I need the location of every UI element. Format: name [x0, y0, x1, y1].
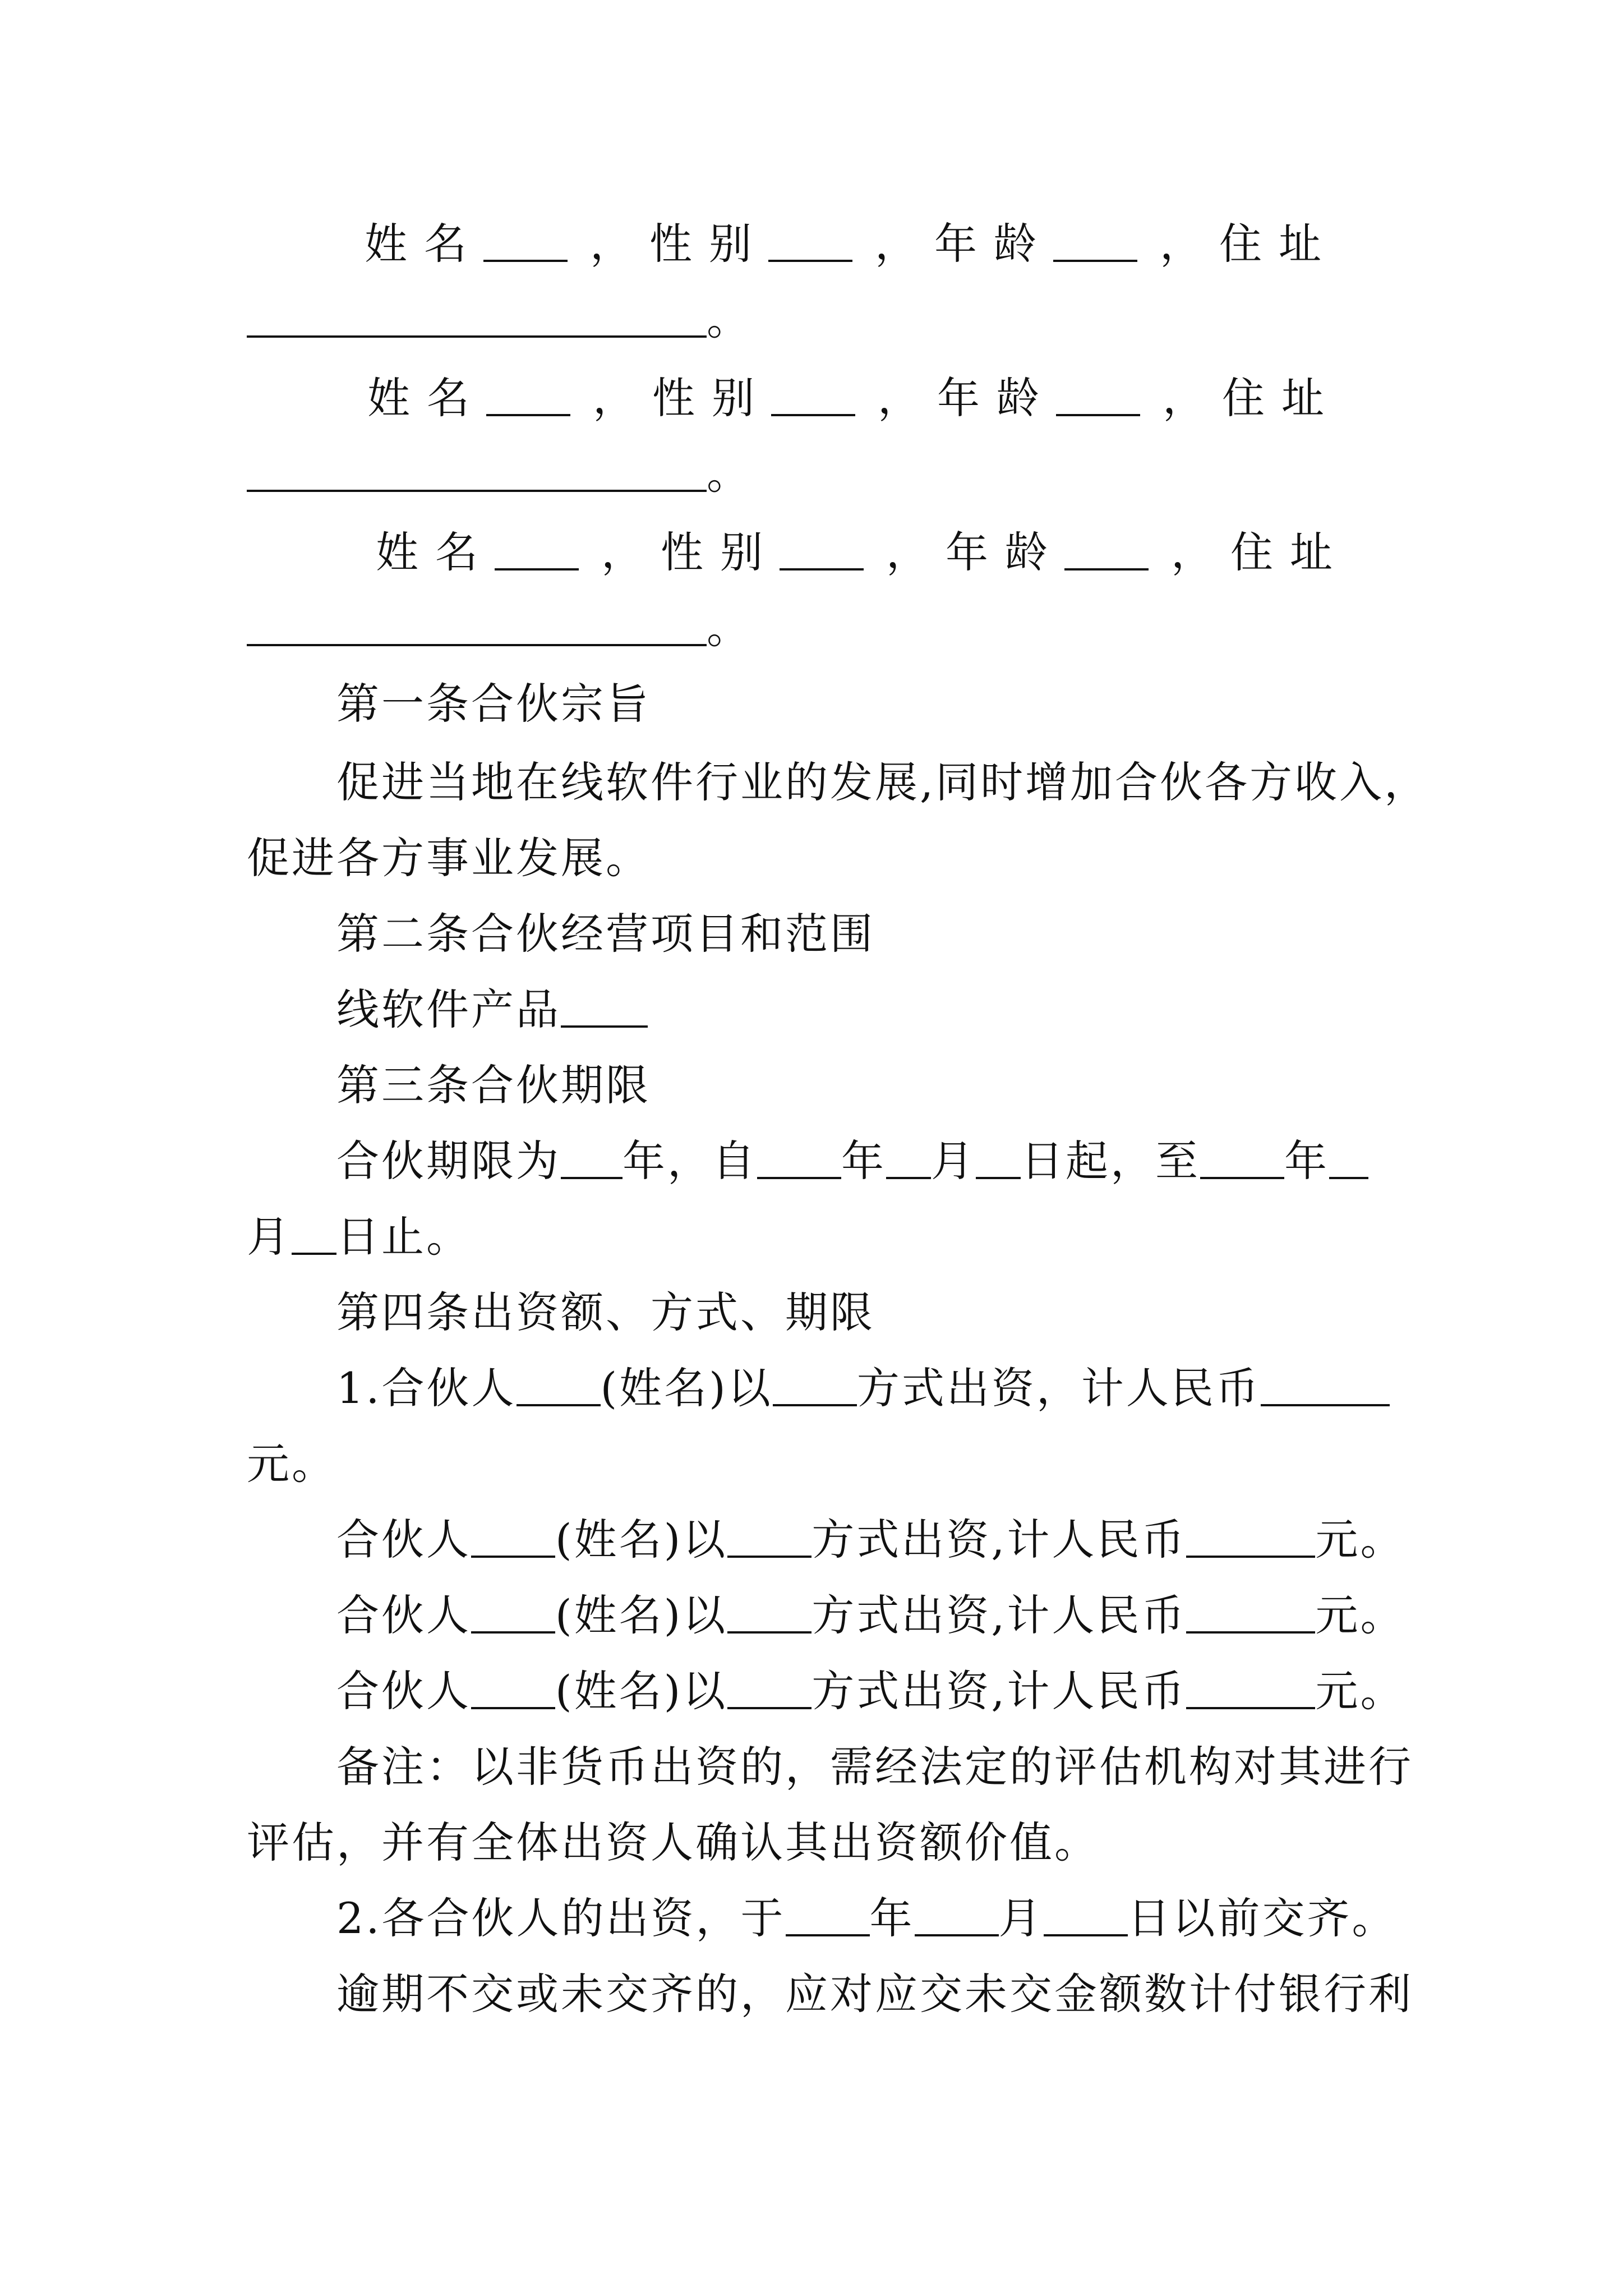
end-month-blank[interactable]: [1329, 1133, 1368, 1179]
address-blank[interactable]: [247, 600, 707, 646]
article-3-text-cont: 月 日止。: [247, 1209, 471, 1265]
years-blank[interactable]: [561, 1133, 623, 1179]
article-1-text-cont: 促进各方事业发展。: [247, 833, 651, 883]
age-blank[interactable]: [1053, 216, 1137, 262]
partner-name-blank[interactable]: [517, 1360, 601, 1406]
gender-blank[interactable]: [768, 216, 852, 262]
contribution-amount-blank[interactable]: [1186, 1512, 1315, 1558]
party-2-address-line: 。: [247, 446, 751, 502]
contribution-amount-blank[interactable]: [1186, 1588, 1315, 1634]
contribution-method-blank[interactable]: [773, 1360, 857, 1406]
article-2-title: 第二条合伙经营项目和范围: [336, 909, 875, 959]
contribution-amount-blank[interactable]: [1261, 1360, 1390, 1406]
article-4-partner-row: 合伙人 (姓名)以 方式出资,计人民币 元。: [336, 1588, 1405, 1644]
party-2-line: 姓名 ，性别 ，年龄 ，住址: [367, 370, 1341, 426]
address-label: 住址: [1230, 527, 1349, 577]
article-3-title: 第三条合伙期限: [336, 1060, 651, 1110]
name-blank[interactable]: [486, 370, 570, 416]
deadline-year-blank[interactable]: [786, 1890, 870, 1936]
gender-label: 性别: [652, 373, 771, 423]
contribution-method-blank[interactable]: [727, 1588, 811, 1634]
contribution-method-blank[interactable]: [727, 1512, 811, 1558]
age-label: 年龄: [946, 527, 1064, 577]
article-4-item-1-cont: 元。: [247, 1439, 336, 1489]
article-1-title: 第一条合伙宗旨: [336, 679, 651, 729]
article-4-overdue: 逾期不交或未交齐的，应对应交未交金额数计付银行利: [336, 1969, 1413, 2019]
age-blank[interactable]: [1056, 370, 1140, 416]
age-label: 年龄: [934, 219, 1053, 269]
gender-blank[interactable]: [771, 370, 855, 416]
end-year-blank[interactable]: [1200, 1133, 1284, 1179]
end-day-blank[interactable]: [292, 1209, 336, 1255]
name-label: 姓名: [376, 527, 495, 577]
age-blank[interactable]: [1064, 524, 1149, 570]
article-4-partner-row: 合伙人 (姓名)以 方式出资,计人民币 元。: [336, 1663, 1405, 1719]
article-2-text: 线软件产品: [336, 982, 648, 1038]
article-4-note: 备注：以非货币出资的，需经法定的评估机构对其进行: [336, 1742, 1413, 1792]
partner-name-blank[interactable]: [471, 1588, 555, 1634]
name-blank[interactable]: [495, 524, 579, 570]
deadline-month-blank[interactable]: [915, 1890, 999, 1936]
name-label: 姓名: [365, 219, 483, 269]
address-label: 住址: [1222, 373, 1341, 423]
article-4-note-cont: 评估，并有全体出资人确认其出资额价值。: [247, 1818, 1099, 1867]
partner-name-blank[interactable]: [471, 1663, 555, 1709]
article-4-item-2: 2.各合伙人的出资，于 年 月 日以前交齐。: [336, 1890, 1397, 1947]
partner-name-blank[interactable]: [471, 1512, 555, 1558]
start-year-blank[interactable]: [757, 1133, 841, 1179]
gender-blank[interactable]: [780, 524, 864, 570]
address-blank[interactable]: [247, 446, 707, 492]
start-day-blank[interactable]: [976, 1133, 1021, 1179]
article-4-item-1: 1.合伙人 (姓名)以 方式出资，计人民币: [336, 1360, 1390, 1416]
deadline-day-blank[interactable]: [1044, 1890, 1128, 1936]
party-1-address-line: 。: [247, 292, 751, 348]
gender-label: 性别: [661, 527, 780, 577]
age-label: 年龄: [937, 373, 1056, 423]
name-label: 姓名: [367, 373, 486, 423]
article-4-partner-row: 合伙人 (姓名)以 方式出资,计人民币 元。: [336, 1512, 1405, 1568]
contribution-method-blank[interactable]: [727, 1663, 811, 1709]
article-3-text: 合伙期限为 年，自 年 月 日起，至 年: [336, 1133, 1368, 1189]
party-1-line: 姓名 ，性别 ，年龄 ，住址: [365, 216, 1338, 272]
party-3-address-line: 。: [247, 600, 751, 656]
start-month-blank[interactable]: [886, 1133, 931, 1179]
address-blank[interactable]: [247, 292, 707, 338]
address-label: 住址: [1219, 219, 1338, 269]
article-1-text: 促进当地在线软件行业的发展,同时增加合伙各方收入，: [336, 757, 1430, 807]
article-4-title: 第四条出资额、方式、期限: [336, 1287, 875, 1337]
gender-label: 性别: [649, 219, 768, 269]
name-blank[interactable]: [483, 216, 568, 262]
party-3-line: 姓名 ，性别 ，年龄 ，住址: [376, 524, 1349, 581]
contribution-amount-blank[interactable]: [1186, 1663, 1315, 1709]
product-blank[interactable]: [561, 982, 648, 1028]
